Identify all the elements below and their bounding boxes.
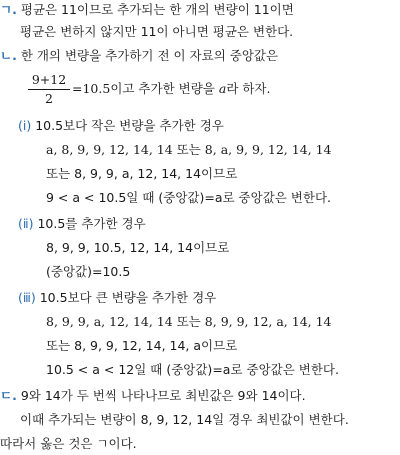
case-2-header [18, 216, 146, 232]
case-3-header [18, 290, 216, 306]
item-b-text2: 이고 추가한 변량을 [110, 81, 215, 96]
item-b-marker: ㄴ. [0, 48, 17, 63]
case-3-row3: 10.5 < a < 12일 때 (중앙값)=a로 중앙값은 변한다. [46, 362, 339, 377]
fraction-numerator: 9+12 [31, 72, 67, 87]
item-c-marker: ㄷ. [0, 388, 17, 403]
case-1-row2: 또는 8, 9, 9, a, 12, 14, 14이므로 [46, 166, 238, 181]
item-c-text1: 9와 14가 두 번씩 나타나므로 최빈값은 9와 14이다. [20, 388, 306, 403]
conclusion: 따라서 옳은 것은 ㄱ이다. [0, 436, 137, 451]
case-3-label: (ⅲ) [18, 290, 36, 305]
item-c-line1 [0, 388, 306, 404]
variable-a: a [218, 81, 227, 96]
case-1-title: 10.5보다 작은 변량을 추가한 경우 [35, 118, 224, 133]
item-b-line2 [72, 81, 271, 97]
item-a-line1 [0, 2, 294, 18]
fraction-denominator: 2 [45, 91, 53, 106]
item-a-line2: 평균은 변하지 않지만 11이 아니면 평균은 변한다. [20, 24, 294, 39]
case-1-row3: 9 < a < 10.5일 때 (중앙값)=a로 중앙값은 변한다. [46, 190, 332, 205]
item-b-line1 [0, 48, 278, 64]
item-b-text1: 한 개의 변량을 추가하기 전 이 자료의 중앙값은 [20, 48, 279, 63]
case-2-label: (ⅱ) [18, 216, 34, 231]
median-fraction [28, 72, 70, 106]
case-1-header [18, 118, 224, 134]
case-1-row1: a, 8, 9, 9, 12, 14, 14 또는 8, a, 9, 9, 12, 14, 14 [46, 142, 332, 157]
case-2-row2: (중앙값)=10.5 [46, 264, 131, 279]
case-3-row1: 8, 9, 9, a, 12, 14, 14 또는 8, 9, 9, 12, a, 14, 14 [46, 314, 332, 329]
item-b-text2-tail: 라 하자. [226, 81, 271, 96]
case-1-label: (ⅰ) [18, 118, 32, 133]
median-value: =10.5 [72, 81, 111, 96]
item-a-text1: 평균은 11이므로 추가되는 한 개의 변량이 11이면 [20, 2, 294, 17]
item-a-marker: ㄱ. [0, 2, 17, 17]
case-3-row2: 또는 8, 9, 9, 12, 14, 14, a이므로 [46, 338, 238, 353]
fraction-bar [28, 89, 70, 90]
case-3-title: 10.5보다 큰 변량을 추가한 경우 [39, 290, 217, 305]
case-2-row1: 8, 9, 9, 10.5, 12, 14, 14이므로 [46, 240, 230, 255]
item-c-line2: 이때 추가되는 변량이 8, 9, 12, 14일 경우 최빈값이 변한다. [20, 412, 349, 427]
case-2-title: 10.5를 추가한 경우 [37, 216, 146, 231]
